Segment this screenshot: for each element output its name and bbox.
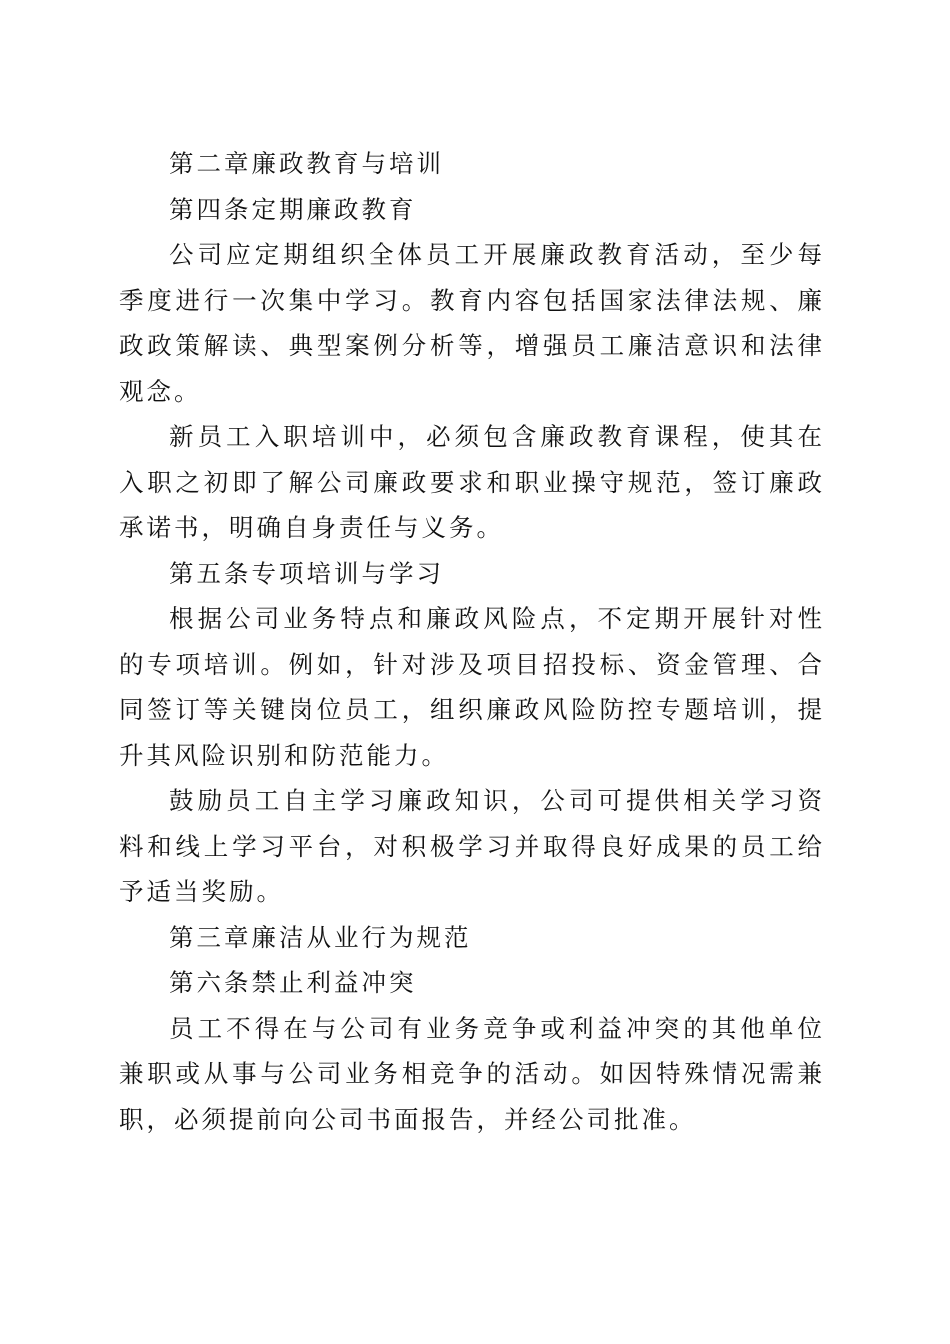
article-heading: 第五条专项培训与学习 (169, 558, 444, 588)
paragraph: 公司应定期组织全体员工开展廉政教育活动，至少每季度进行一次集中学习。教育内容包括国家法律法规、廉政政策解读、典型案例分析等，增强员工廉洁意识和法律观念。 (119, 240, 825, 406)
paragraph: 鼓励员工自主学习廉政知识，公司可提供相关学习资料和线上学习平台，对积极学习并取得良好成果的员工给予适当奖励。 (119, 786, 825, 906)
paragraph: 根据公司业务特点和廉政风险点，不定期开展针对性的专项培训。例如，针对涉及项目招投标、资金管理、合同签订等关键岗位员工，组织廉政风险防控专题培训，提升其风险识别和防范能力。 (119, 604, 825, 770)
paragraph: 员工不得在与公司有业务竞争或利益冲突的其他单位兼职或从事与公司业务相竞争的活动。如因特殊情况需兼职，必须提前向公司书面报告，并经公司批准。 (119, 1013, 825, 1134)
chapter-heading: 第三章廉洁从业行为规范 (169, 922, 472, 952)
paragraph: 新员工入职培训中，必须包含廉政教育课程，使其在入职之初即了解公司廉政要求和职业操守规范，签订廉政承诺书，明确自身责任与义务。 (119, 422, 825, 542)
article-heading: 第四条定期廉政教育 (169, 194, 417, 224)
chapter-heading: 第二章廉政教育与培训 (169, 149, 444, 178)
document-body (119, 141, 825, 1142)
article-heading: 第六条禁止利益冲突 (169, 968, 417, 997)
